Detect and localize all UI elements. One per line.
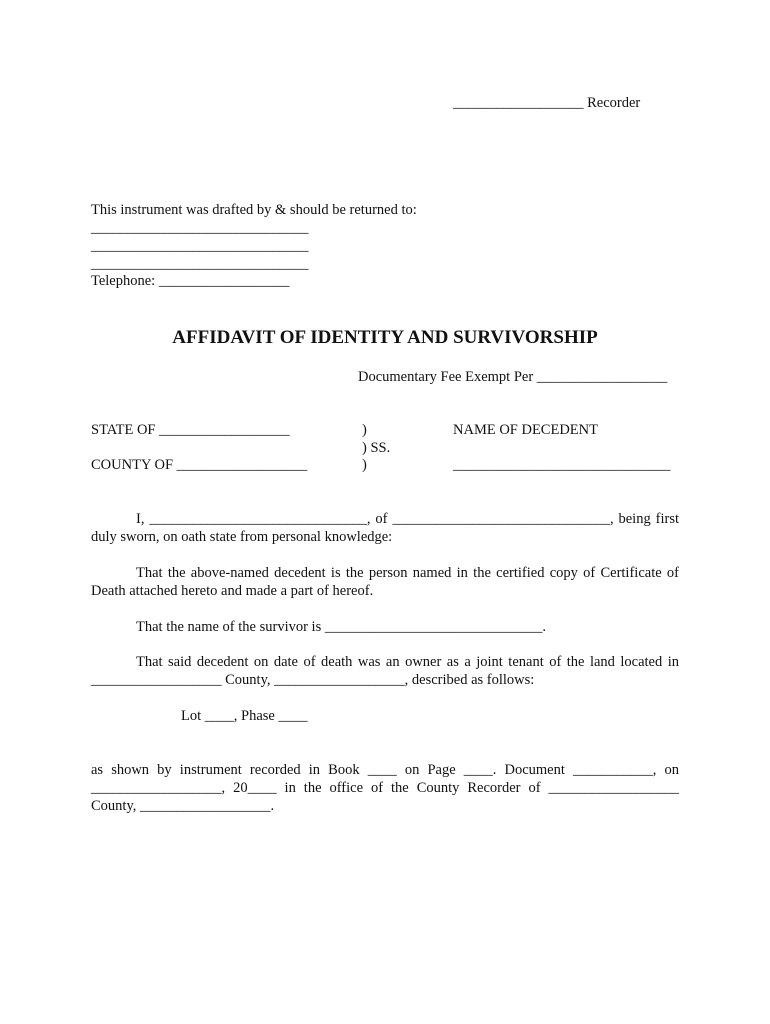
- return-line-2: ______________________________: [91, 238, 309, 254]
- telephone-line: Telephone: __________________: [91, 273, 290, 289]
- venue-ss: ) SS.: [362, 440, 391, 456]
- return-intro: This instrument was drafted by & should be returned to:: [91, 202, 417, 218]
- return-line-3: ______________________________: [91, 256, 309, 272]
- paragraph-certificate: That the above-named decedent is the person named in the certified copy of Certificate of Death attached hereto and made a part of hereof.: [91, 565, 679, 599]
- paragraph-affiant: I, ______________________________, of ______________________________, being first duly sworn, on oath state from personal knowledge:: [91, 511, 679, 545]
- state-of-line: STATE OF __________________: [91, 422, 290, 438]
- paragraph-recording: as shown by instrument recorded in Book ____ on Page ____. Document ___________, on __________________, 20____ in the office of the County Recorder of __________________ County, __________________.: [91, 762, 679, 814]
- paragraph-survivor: That the name of the survivor is ______________________________.: [136, 619, 546, 635]
- return-line-1: ______________________________: [91, 220, 309, 236]
- venue-paren-3: ): [362, 457, 367, 473]
- venue-paren-1: ): [362, 422, 367, 438]
- paragraph-joint-tenant: That said decedent on date of death was an owner as a joint tenant of the land located in __________________ County, __________________, described as follows:: [91, 654, 679, 688]
- recorder-line: __________________ Recorder: [453, 95, 641, 111]
- decedent-line: ______________________________: [453, 457, 671, 473]
- fee-exempt-line: Documentary Fee Exempt Per __________________: [358, 369, 668, 385]
- county-of-line: COUNTY OF __________________: [91, 457, 308, 473]
- document-title: AFFIDAVIT OF IDENTITY AND SURVIVORSHIP: [172, 327, 598, 348]
- decedent-label: NAME OF DECEDENT: [453, 422, 598, 438]
- lot-phase-line: Lot ____, Phase ____: [181, 708, 308, 724]
